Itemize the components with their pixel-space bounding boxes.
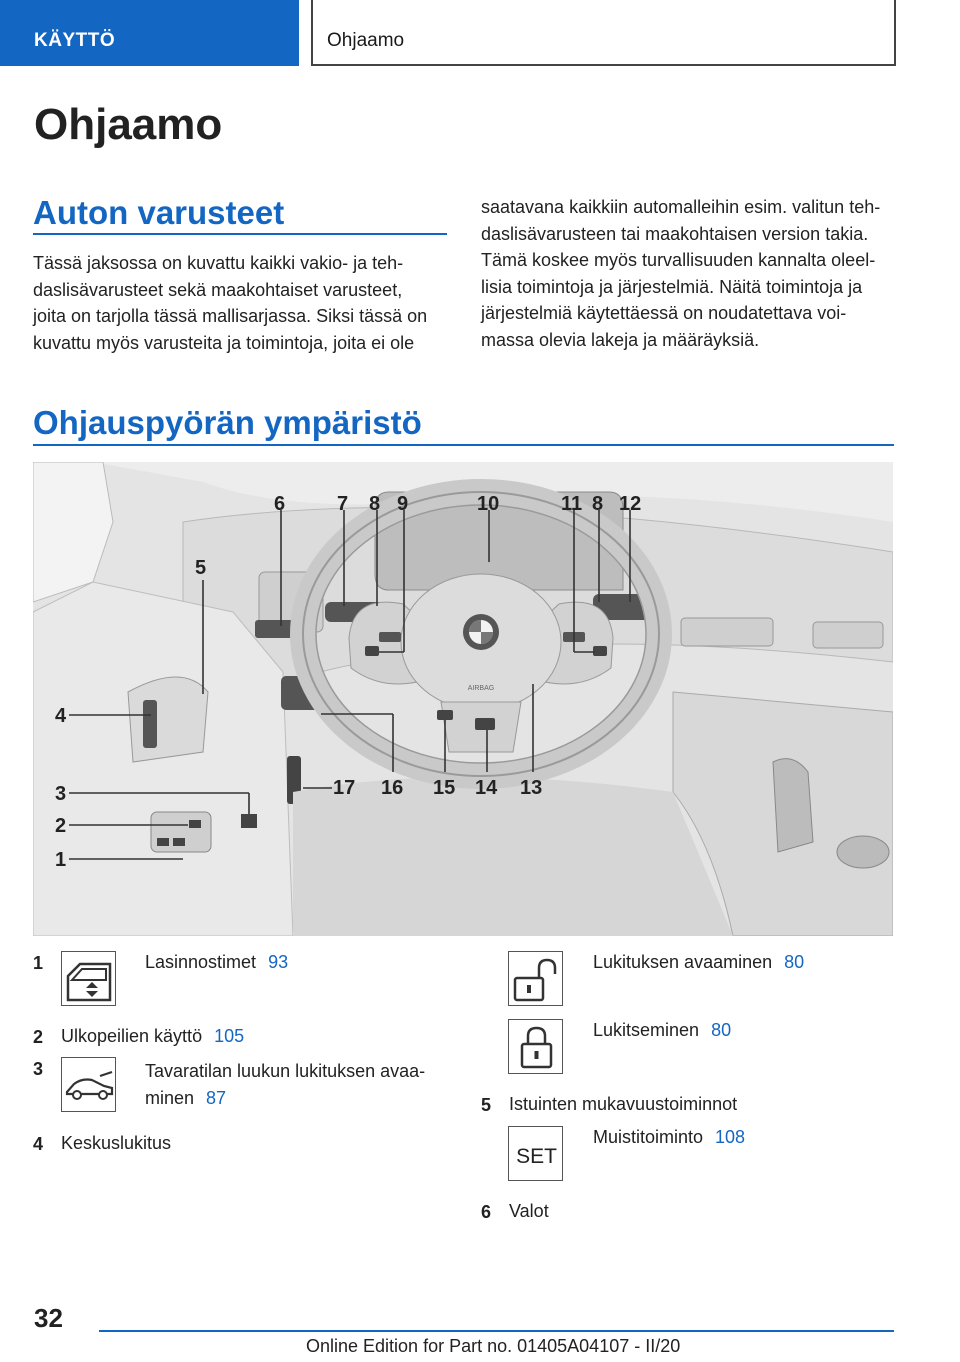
legend-item-trunk (145, 1058, 425, 1112)
legend-number: 1 (33, 953, 44, 973)
legend-number: 3 (33, 1059, 44, 1079)
legend-label: Muistitoiminto (593, 1127, 704, 1147)
callout-5: 5 (195, 557, 207, 579)
legend-label: Keskuslukitus (61, 1133, 172, 1153)
text-line: daslisävarusteen tai maakohtaisen version takia. (481, 223, 869, 244)
legend-label: Lukitseminen (593, 1020, 700, 1040)
callout-2: 2 (55, 815, 67, 837)
legend-label: Lukituksen avaaminen (593, 952, 773, 972)
text-line: saatavana kaikkiin automalleihin esim. valitun teh- (481, 197, 881, 217)
section-heading-equipment: Auton varusteet (33, 194, 285, 231)
text-line: kuvattu myös varusteita ja toimintoja, joita ei ole (33, 332, 415, 353)
legend-number: 5 (481, 1095, 492, 1115)
callout-1: 1 (55, 849, 67, 871)
page-ref-link[interactable]: 80 (784, 952, 805, 972)
section-rule (33, 444, 894, 446)
legend-label: Istuinten mukavuustoiminnot (509, 1094, 738, 1114)
callout-16: 16 (381, 777, 404, 799)
legend-item-lights (509, 1201, 549, 1222)
callout-3: 3 (55, 783, 67, 805)
callout-8b: 8 (592, 493, 604, 515)
legend-label: minen (145, 1088, 195, 1108)
set-icon-text: SET (516, 1145, 557, 1168)
legend-label: Valot (509, 1201, 549, 1221)
footer-edition: Online Edition for Part no. 01405A04107 - II/20 (306, 1336, 681, 1356)
callout-17: 17 (333, 777, 356, 799)
callout-11: 11 (561, 493, 583, 515)
page-ref-link[interactable]: 108 (715, 1127, 746, 1147)
legend-item-memory (593, 1127, 745, 1148)
legend-item-mirrors (61, 1026, 244, 1047)
legend-item-unlock (593, 952, 804, 973)
legend-label: Lasinnostimet (145, 952, 257, 972)
page-ref-link[interactable]: 93 (268, 952, 289, 972)
airbag-label: AIRBAG (467, 685, 495, 692)
legend-number: 2 (33, 1027, 44, 1047)
text-line: lisia toimintoja ja järjestelmiä. Näitä toimintoja ja (481, 276, 863, 297)
cockpit-illustration (33, 462, 893, 936)
callout-14: 14 (475, 777, 498, 799)
text-line: massa olevia lakeja ja määräyksiä. (481, 329, 760, 350)
page-ref-link[interactable]: 87 (206, 1088, 227, 1108)
header-section-tab: KÄYTTÖ (0, 0, 299, 66)
cockpit-drawing (33, 462, 893, 936)
page-ref-link[interactable]: 105 (214, 1026, 245, 1046)
page-title: Ohjaamo (34, 100, 223, 149)
legend-number: 4 (33, 1134, 44, 1154)
section-heading-steering: Ohjauspyörän ympäristö (33, 404, 422, 441)
section-rule (33, 233, 447, 235)
equipment-text-col2 (481, 194, 901, 353)
legend-label: Tavaratilan luukun lukituksen avaa- (145, 1061, 426, 1081)
callout-13: 13 (520, 777, 543, 799)
window-lifter-icon (61, 951, 116, 1006)
callout-10: 10 (477, 493, 500, 515)
callout-6: 6 (274, 493, 286, 515)
text-line: järjestelmiä käytettäessä on noudatettava voi- (481, 303, 847, 323)
callout-4: 4 (55, 705, 67, 727)
legend-item-window-lifters (145, 952, 288, 973)
trunk-icon (61, 1057, 116, 1112)
callout-12: 12 (619, 493, 642, 515)
callout-7: 7 (337, 493, 349, 515)
lock-icon (508, 1019, 563, 1074)
callout-9: 9 (397, 493, 409, 515)
footer-rule (99, 1330, 894, 1332)
callout-8: 8 (369, 493, 381, 515)
header-chapter-title: Ohjaamo (311, 0, 896, 66)
text-line: Tässä jaksossa on kuvattu kaikki vakio- ja teh- (33, 253, 404, 273)
legend-item-central-locking (61, 1133, 171, 1154)
legend-label: Ulkopeilien käyttö (61, 1026, 203, 1046)
callout-15: 15 (433, 777, 456, 799)
text-line: joita on tarjolla tässä mallisarjassa. Siksi tässä on (33, 306, 428, 326)
equipment-text-col1 (33, 250, 453, 356)
page-number: 32 (34, 1303, 63, 1333)
set-icon (508, 1126, 563, 1181)
unlock-icon (508, 951, 563, 1006)
page-ref-link[interactable]: 80 (711, 1020, 732, 1040)
legend-number: 6 (481, 1202, 492, 1222)
legend-item-lock (593, 1020, 731, 1041)
text-line: Tämä koskee myös turvallisuuden kannalta oleel- (481, 250, 876, 270)
text-line: daslisävarusteet sekä maakohtaiset varusteet, (33, 279, 403, 300)
legend-item-seat-comfort (509, 1094, 737, 1115)
